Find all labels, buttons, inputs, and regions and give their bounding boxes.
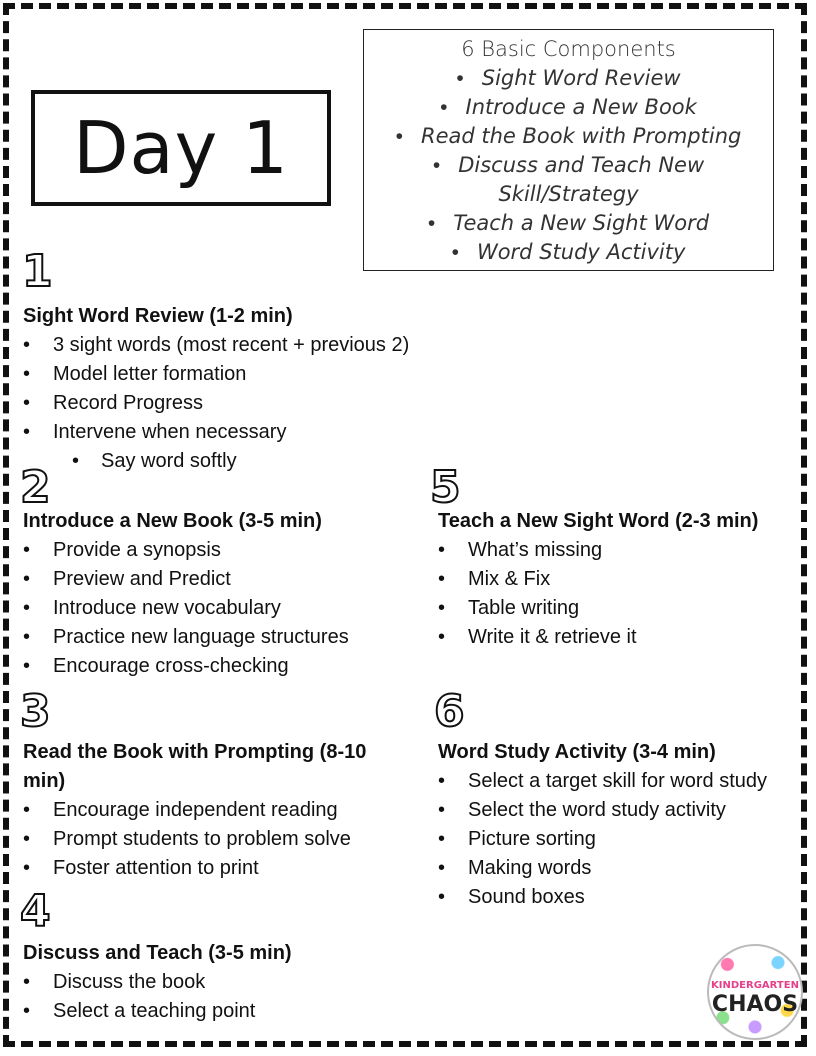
section-sight-word-review (23, 302, 409, 476)
list-item: • Introduce a New Book (440, 95, 697, 119)
section-number-1: 1 (22, 246, 53, 297)
sub-list-item: • Say word softly (23, 447, 409, 476)
section-number-5: 5 (430, 462, 461, 513)
list-item: • 3 sight words (most recent + previous 2) (23, 331, 409, 360)
list-item: • Select a teaching point (23, 997, 292, 1026)
kindergarten-chaos-logo (707, 944, 803, 1040)
section-number-2: 2 (20, 462, 51, 513)
day-title-box (31, 90, 331, 206)
list-item: • Table writing (438, 594, 758, 623)
section-heading: Teach a New Sight Word (2-3 min) (438, 510, 759, 532)
list-item: • Prompt students to problem solve (23, 825, 366, 854)
list-item: • Provide a synopsis (23, 536, 349, 565)
section-read-with-prompting (23, 738, 366, 883)
list-item: • Making words (438, 854, 767, 883)
section-heading: Discuss and Teach (3-5 min) (23, 942, 292, 964)
list-item: • Read the Book with Prompting (395, 124, 742, 148)
list-item: • Write it & retrieve it (438, 623, 758, 652)
list-item: • Mix & Fix (438, 565, 758, 594)
list-item: • Teach a New Sight Word (427, 211, 710, 235)
day-title: Day 1 (73, 106, 289, 190)
list-item: • Preview and Predict (23, 565, 349, 594)
list-item: • Discuss the book (23, 968, 292, 997)
list-item: • Picture sorting (438, 825, 767, 854)
section-heading: Word Study Activity (3-4 min) (438, 741, 716, 763)
section-heading-cont: min) (23, 770, 66, 792)
list-item: • Select the word study activity (438, 796, 767, 825)
list-item: • Introduce new vocabulary (23, 594, 349, 623)
section-heading: Sight Word Review (1-2 min) (23, 305, 293, 327)
list-item: • Encourage independent reading (23, 796, 366, 825)
list-item: • Discuss and Teach New Skill/Strategy (364, 151, 773, 209)
list-item: • Encourage cross-checking (23, 652, 349, 681)
components-heading: 6 Basic Components (461, 37, 676, 61)
list-item: • Foster attention to print (23, 854, 366, 883)
section-number-4: 4 (20, 886, 51, 937)
section-word-study-activity (438, 738, 767, 912)
list-item: • Practice new language structures (23, 623, 349, 652)
components-list (364, 64, 773, 267)
section-heading: Read the Book with Prompting (8-10 (23, 741, 367, 763)
section-heading: Introduce a New Book (3-5 min) (23, 510, 322, 532)
components-box (363, 29, 774, 271)
section-introduce-new-book (23, 507, 349, 681)
list-item: • What’s missing (438, 536, 758, 565)
list-item: • Intervene when necessary (23, 418, 409, 447)
list-item: • Record Progress (23, 389, 409, 418)
list-item-continuation: Skill/Strategy (498, 182, 639, 206)
section-number-3: 3 (20, 686, 51, 737)
list-item: • Model letter formation (23, 360, 409, 389)
section-discuss-and-teach (23, 939, 292, 1026)
list-item: • Sight Word Review (456, 66, 681, 90)
logo-line1: KINDERGARTEN (711, 980, 799, 991)
logo-line2: CHAOS (711, 992, 799, 1017)
list-item: • Select a target skill for word study (438, 767, 767, 796)
section-teach-new-sight-word (438, 507, 758, 652)
list-item: • Sound boxes (438, 883, 767, 912)
list-item: • Word Study Activity (451, 240, 686, 264)
section-number-6: 6 (434, 686, 465, 737)
